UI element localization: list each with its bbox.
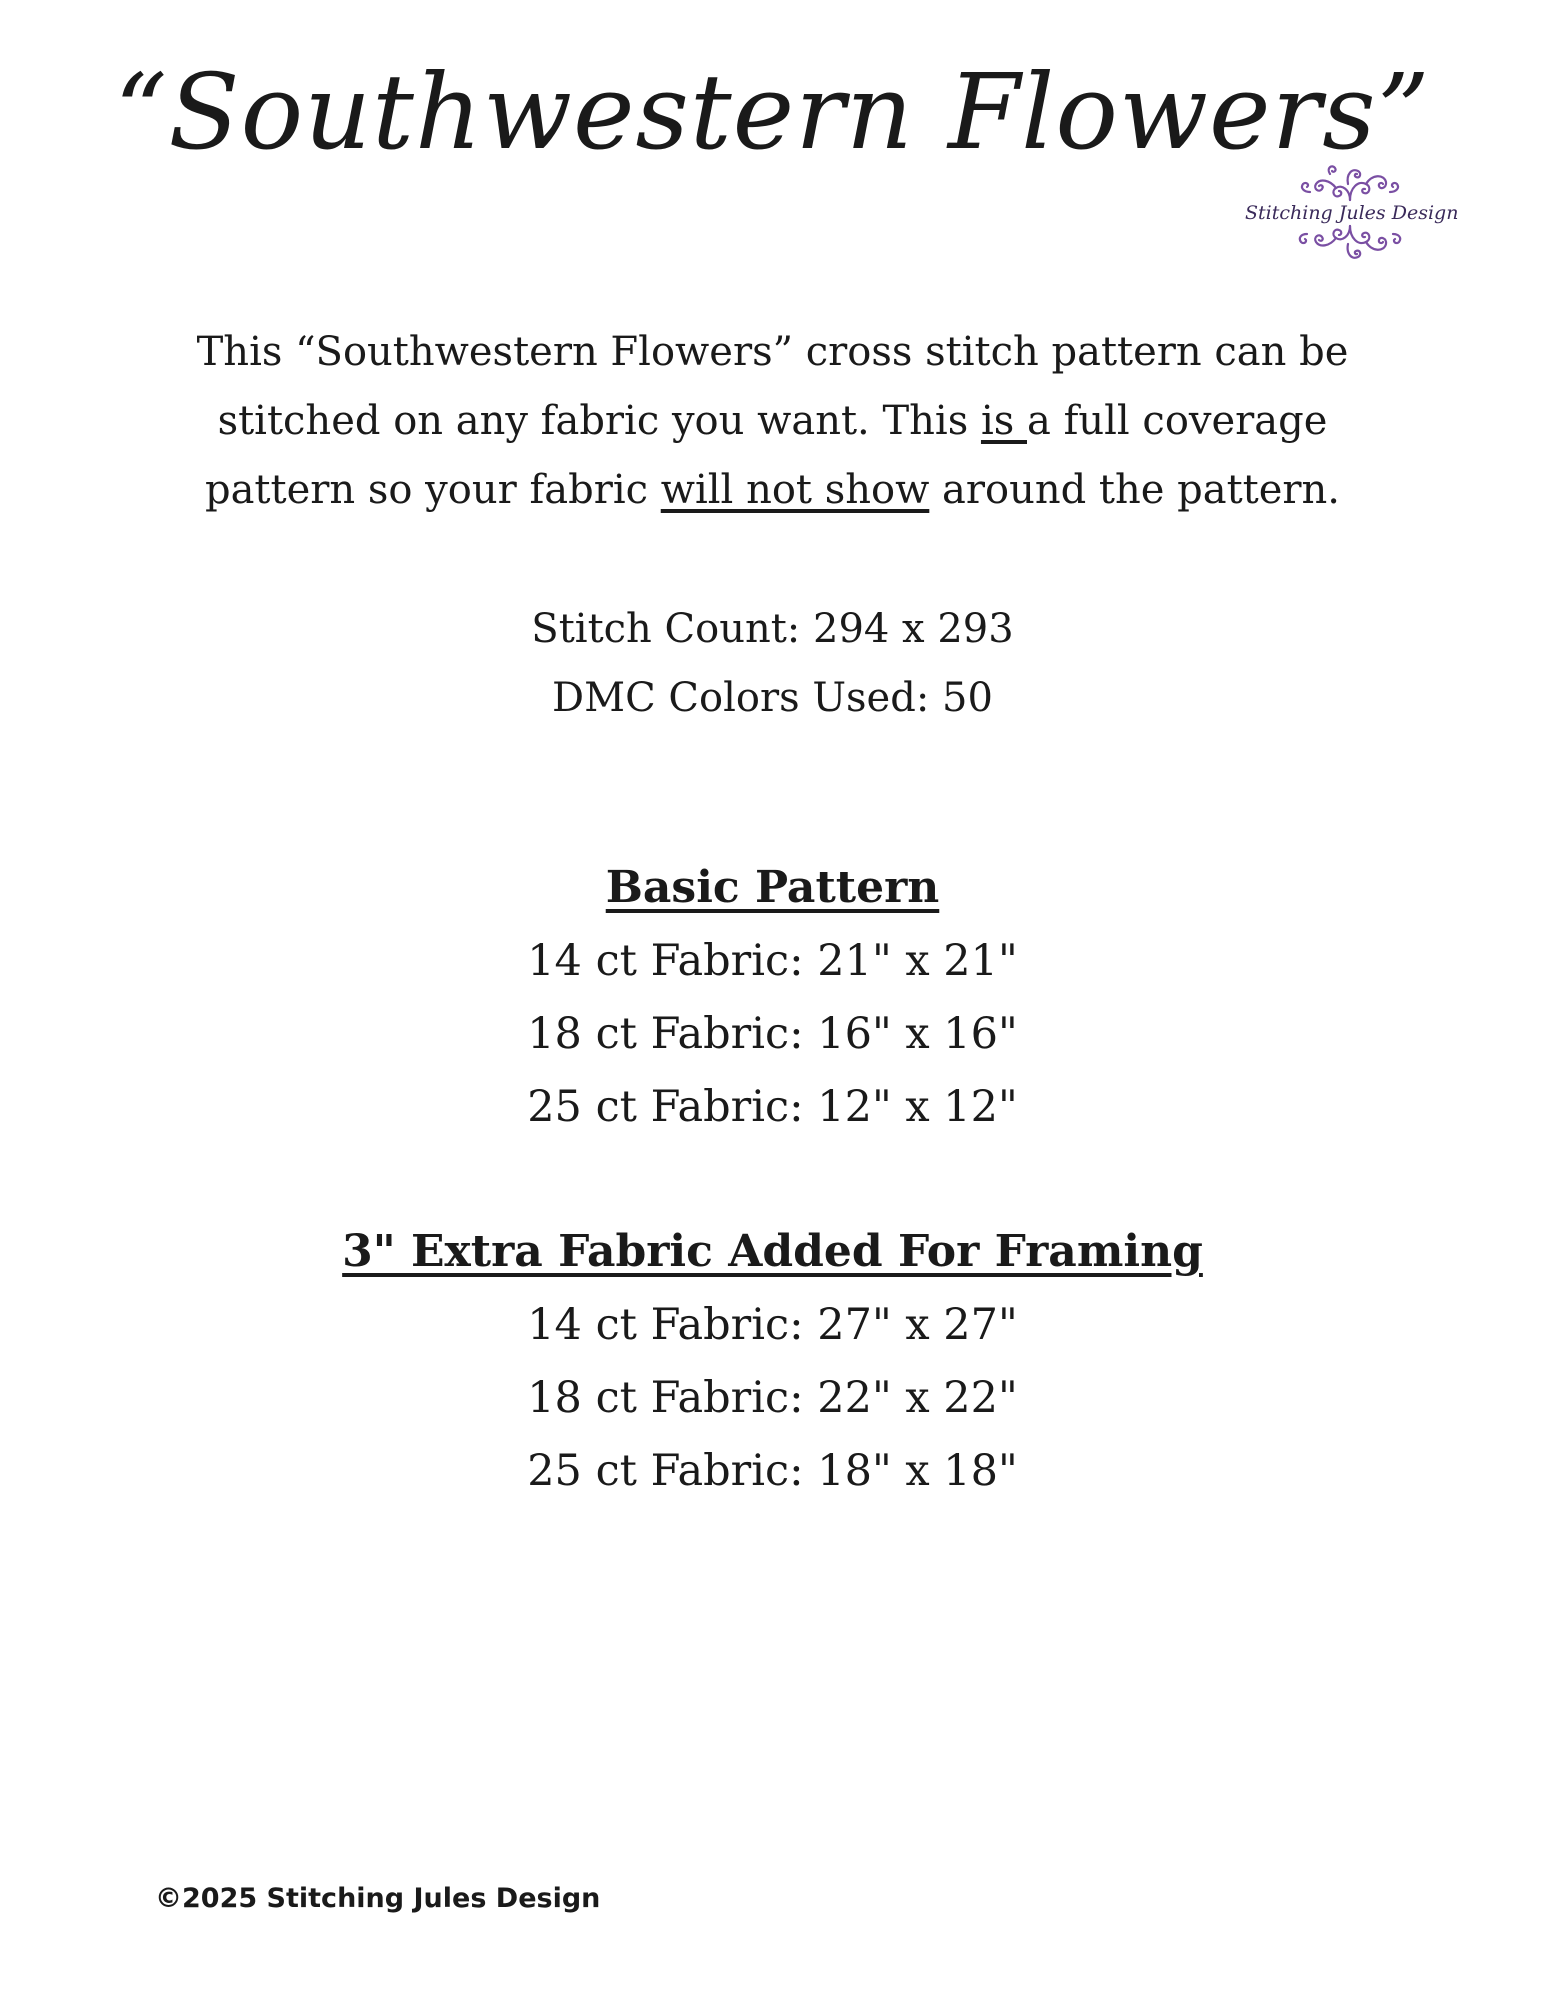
stitch-count: Stitch Count: 294 x 293 xyxy=(531,606,1014,652)
intro-line-3-end: around the pattern. xyxy=(929,467,1341,513)
basic-pattern-heading: Basic Pattern xyxy=(605,862,940,913)
framing-heading: 3" Extra Fabric Added For Framing xyxy=(342,1226,1203,1277)
basic-25ct-size: 25 ct Fabric: 12" x 12" xyxy=(527,1082,1018,1132)
framing-14ct-size: 14 ct Fabric: 27" x 27" xyxy=(527,1300,1018,1350)
page-title: “Southwestern Flowers” xyxy=(114,51,1431,173)
intro-emphasis-will-not-show: will not show xyxy=(660,467,930,513)
intro-line-2-end: a full coverage xyxy=(1027,398,1328,444)
swirl-ornament-top-icon xyxy=(1290,162,1410,204)
intro-line-2-start: stitched on any fabric you want. This xyxy=(217,398,981,444)
intro-line-1: This “Southwestern Flowers” cross stitch pattern can be xyxy=(196,329,1349,375)
logo-text: Stitching Jules Design xyxy=(1245,202,1459,224)
basic-18ct-size: 18 ct Fabric: 16" x 16" xyxy=(527,1009,1018,1059)
brand-logo xyxy=(1245,162,1459,287)
intro-paragraph xyxy=(150,318,1395,525)
intro-line-3 xyxy=(150,456,1395,525)
framing-25ct-size: 25 ct Fabric: 18" x 18" xyxy=(527,1446,1018,1496)
swirl-ornament-bottom-icon xyxy=(1295,222,1405,262)
framing-18ct-size: 18 ct Fabric: 22" x 22" xyxy=(527,1373,1018,1423)
intro-line-2 xyxy=(150,387,1395,456)
copyright-notice: ©2025 Stitching Jules Design xyxy=(155,1883,601,1914)
intro-line-3-start: pattern so your fabric xyxy=(204,467,661,513)
basic-14ct-size: 14 ct Fabric: 21" x 21" xyxy=(527,936,1018,986)
dmc-colors-used: DMC Colors Used: 50 xyxy=(552,675,993,721)
intro-emphasis-is: is xyxy=(980,398,1027,444)
